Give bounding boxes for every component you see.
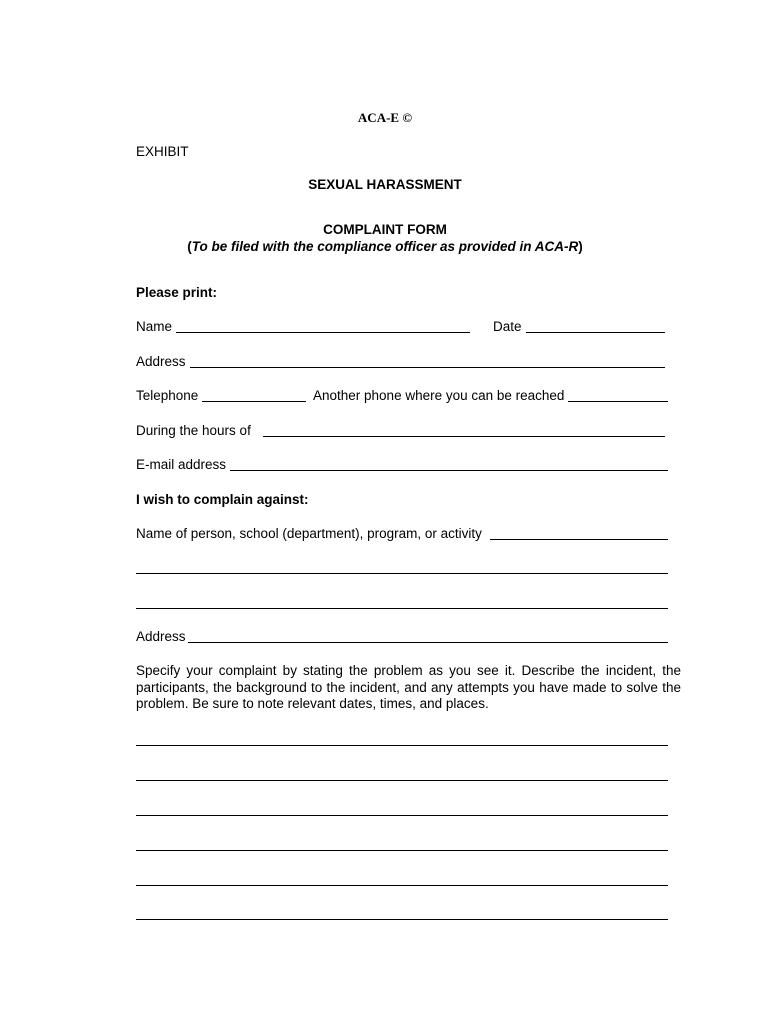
subtitle-text: To be filed with the compliance officer as provided in ACA-R (191, 239, 579, 254)
email-field[interactable] (136, 457, 668, 473)
person-continuation-line-1[interactable] (136, 573, 668, 574)
date-line[interactable] (526, 320, 665, 333)
respondent-address-label: Address (136, 629, 186, 644)
subtitle-paren-open: ( (187, 239, 192, 254)
complaint-line-1[interactable] (136, 745, 668, 746)
form-subtitle (0, 239, 770, 255)
date-label: Date (493, 319, 522, 334)
date-field[interactable] (493, 319, 665, 335)
document-code: ACA-E © (357, 110, 413, 125)
exhibit-label: EXHIBIT (136, 144, 189, 159)
person-line[interactable] (490, 527, 668, 540)
hours-field[interactable] (136, 423, 665, 439)
telephone-label: Telephone (136, 388, 199, 403)
subtitle-paren-close: ) (578, 239, 583, 254)
form-title: COMPLAINT FORM (323, 222, 447, 237)
name-field[interactable] (136, 319, 470, 335)
document-title: SEXUAL HARASSMENT (308, 177, 462, 192)
complaint-line-6[interactable] (136, 919, 668, 920)
respondent-address-field[interactable] (136, 629, 668, 645)
another-phone-line[interactable] (568, 389, 668, 402)
complaint-line-5[interactable] (136, 885, 668, 886)
address-line[interactable] (190, 355, 665, 368)
name-label: Name (136, 319, 173, 334)
complain-against-heading: I wish to complain against: (136, 492, 309, 507)
complaint-line-4[interactable] (136, 850, 668, 851)
hours-line[interactable] (263, 424, 665, 437)
please-print-heading: Please print: (136, 285, 218, 300)
another-phone-field[interactable] (313, 388, 668, 404)
email-line[interactable] (230, 458, 668, 471)
telephone-line[interactable] (202, 389, 306, 402)
complaint-line-2[interactable] (136, 780, 668, 781)
respondent-address-line[interactable] (188, 630, 668, 643)
another-phone-label: Another phone where you can be reached (313, 388, 565, 403)
person-continuation-line-2[interactable] (136, 608, 668, 609)
email-label: E-mail address (136, 457, 227, 472)
person-label: Name of person, school (department), program, or activity (136, 526, 482, 541)
name-line[interactable] (176, 320, 470, 333)
address-label: Address (136, 354, 186, 369)
address-field[interactable] (136, 354, 665, 370)
complaint-line-3[interactable] (136, 815, 668, 816)
complaint-instructions: Specify your complaint by stating the problem as you see it. Describe the incident, the participants, the background to the incident, and any attempts you have made to solve the problem. Be sure to note relevant dates, times, and places. (136, 663, 681, 711)
telephone-field[interactable] (136, 388, 306, 404)
person-field[interactable] (136, 526, 668, 542)
hours-label: During the hours of (136, 423, 251, 438)
